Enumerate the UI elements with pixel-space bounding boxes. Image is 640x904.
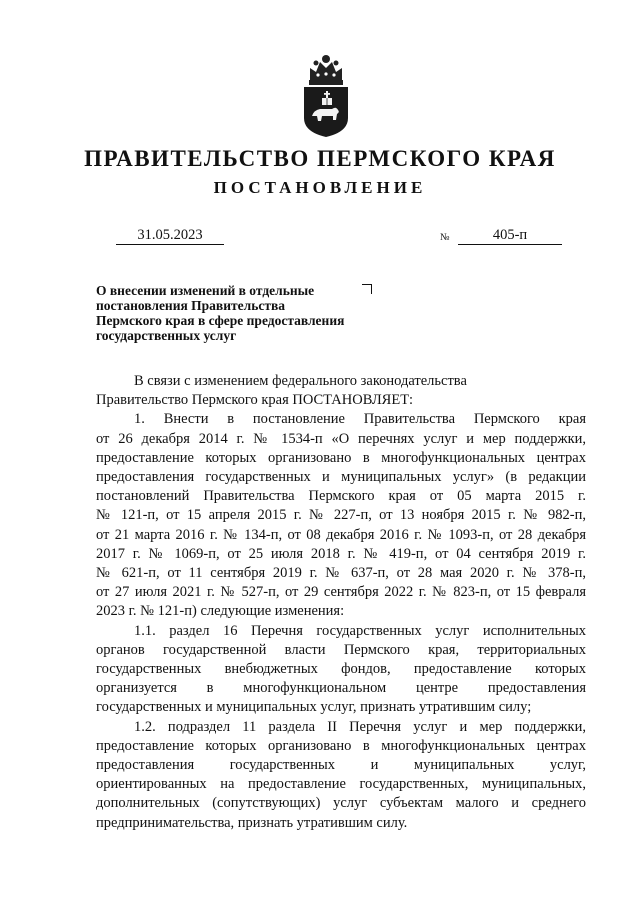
body-line: дополнительных (сопутствующих) услуг субъектам малого и среднего — [96, 795, 586, 812]
document-subject — [96, 283, 396, 343]
body-line: организуется в многофункциональном центре предоставления — [96, 680, 586, 697]
perm-krai-coat-of-arms-icon — [302, 54, 350, 138]
document-date: 31.05.2023 — [116, 226, 224, 245]
subject-line: государственных услуг — [96, 328, 237, 343]
body-line: от 27 июля 2021 г. № 527-п, от 29 сентября 2022 г. № 823-п, от 15 февраля — [96, 584, 586, 601]
subject-line: постановления Правительства — [96, 298, 285, 313]
body-line: 1.1. раздел 16 Перечня государственных услуг исполнительных — [134, 622, 586, 639]
body-line: от 26 декабря 2014 г. № 1534-п «О перечнях услуг и мер поддержки, — [96, 430, 586, 447]
body-line: В связи с изменением федерального законодательства — [134, 373, 467, 389]
subject-line: Пермского края в сфере предоставления — [96, 313, 345, 328]
body-line: Правительство Пермского края ПОСТАНОВЛЯЕТ: — [96, 392, 414, 409]
document-number: 405-п — [458, 226, 562, 245]
body-line: предоставление которых организовано в многофункциональных центрах — [96, 737, 586, 754]
body-line: 2017 г. № 1069-п, от 25 июля 2018 г. № 419-п, от 04 сентября 2019 г. — [96, 545, 586, 562]
government-title: ПРАВИТЕЛЬСТВО ПЕРМСКОГО КРАЯ — [84, 146, 556, 171]
document-type: ПОСТАНОВЛЕНИЕ — [213, 178, 427, 197]
body-line: предоставления государственных и муниципальных услуг, — [96, 757, 586, 774]
subject-line: О внесении изменений в отдельные — [96, 283, 315, 298]
body-line: № 621-п, от 11 сентября 2019 г. № 637-п, от 28 мая 2020 г. № 378-п, — [96, 565, 586, 582]
body-line: предоставление которых организовано в многофункциональных центрах — [96, 449, 586, 466]
body-line: ориентированных на предоставление государственных, муниципальных, — [96, 776, 586, 793]
body-line: государственных внебюджетных фондов, предоставление которых — [96, 661, 586, 678]
body-line: предоставления государственных и муниципальных услуг» (в редакции — [96, 469, 586, 486]
body-line: от 21 марта 2016 г. № 134-п, от 08 декабря 2016 г. № 1093-п, от 28 декабря — [96, 526, 586, 543]
body-line: органов государственной власти Пермского края, территориальных — [96, 641, 586, 658]
body-line: предпринимательства, признать утратившим силу. — [96, 814, 408, 831]
body-line: постановлений Правительства Пермского края от 05 марта 2015 г. — [96, 488, 586, 505]
body-line: 1.2. подраздел 11 раздела II Перечня услуг и мер поддержки, — [134, 718, 586, 735]
body-line: 2023 г. № 121-п) следующие изменения: — [96, 603, 345, 620]
body-line: № 121-п, от 15 апреля 2015 г. № 227-п, от 13 ноября 2015 г. № 982-п, — [96, 507, 586, 524]
body-line: 1. Внести в постановление Правительства Пермского края — [134, 411, 586, 428]
body-line: государственных и муниципальных услуг, признать утратившим силу; — [96, 699, 532, 716]
document-body — [96, 372, 586, 833]
number-sign: № — [440, 232, 450, 243]
